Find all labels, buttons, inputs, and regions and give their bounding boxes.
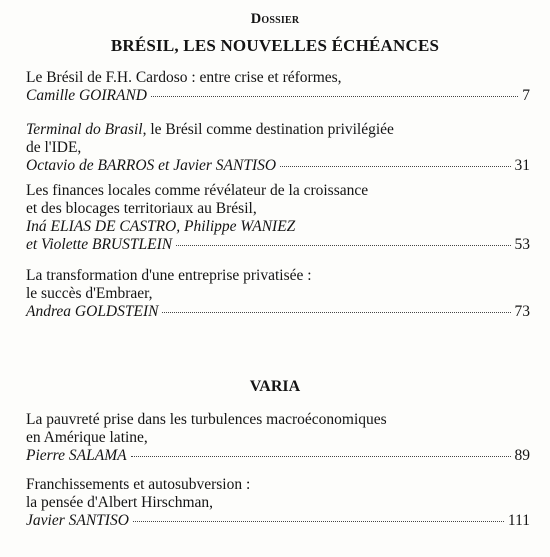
entry-author-row	[26, 447, 530, 465]
entry-title-line: Les finances locales comme révélateur de la croissance	[26, 182, 369, 199]
entry-title-line: de l'IDE,	[26, 139, 82, 156]
toc-entry[interactable]	[26, 267, 530, 321]
toc-entry[interactable]	[26, 182, 530, 254]
entry-author: Camille GOIRAND	[26, 87, 147, 104]
section-title-dossier: BRÉSIL, LES NOUVELLES ÉCHÉANCES	[110, 36, 440, 55]
entry-author: Javier SANTISO	[26, 512, 129, 529]
entry-author: Octavio de BARROS et Javier SANTISO	[26, 157, 277, 174]
dot-leader	[176, 244, 510, 246]
entry-title-line: Le Brésil de F.H. Cardoso : entre crise et réformes,	[26, 69, 342, 86]
entry-author: Pierre SALAMA	[26, 447, 127, 464]
entry-title-line: et des blocages territoriaux au Brésil,	[26, 200, 257, 217]
entry-author-row	[26, 303, 530, 321]
entry-title-italic: Terminal do Brasil	[26, 121, 143, 138]
entry-title-line: le succès d'Embraer,	[26, 285, 153, 302]
entry-page-number: 7	[522, 87, 530, 104]
entry-title-line: la pensée d'Albert Hirschman,	[26, 494, 214, 511]
entry-page-number: 89	[514, 447, 530, 464]
toc-entry[interactable]	[26, 69, 530, 105]
dot-leader	[133, 520, 504, 522]
toc-entry[interactable]	[26, 476, 530, 530]
entry-page-number: 73	[514, 303, 530, 320]
section-label-dossier: Dossier	[250, 11, 300, 27]
entry-author-row	[26, 512, 530, 530]
dot-leader	[280, 165, 510, 167]
entry-title-line	[26, 121, 530, 139]
dot-leader	[151, 95, 518, 97]
toc-entry[interactable]	[26, 121, 530, 175]
entry-author-row	[26, 87, 530, 105]
entry-title-line: en Amérique latine,	[26, 429, 148, 446]
entry-author-row	[26, 236, 530, 254]
entry-page-number: 31	[514, 157, 530, 174]
entry-page-number: 53	[514, 236, 530, 253]
section-label-varia: VARIA	[249, 378, 301, 395]
entry-title-line: La pauvreté prise dans les turbulences macroéconomiques	[26, 411, 387, 428]
entry-author: et Violette BRUSTLEIN	[26, 236, 173, 253]
toc-entry[interactable]	[26, 411, 530, 465]
dot-leader	[131, 455, 511, 457]
entry-author-line: Iná ELIAS DE CASTRO, Philippe WANIEZ	[26, 218, 296, 235]
entry-title-line: Franchissements et autosubversion :	[26, 476, 251, 493]
entry-title-rest: , le Brésil comme destination privilégiée	[142, 121, 394, 138]
dot-leader	[162, 311, 510, 313]
entry-title-line: La transformation d'une entreprise privatisée :	[26, 267, 312, 284]
entry-page-number: 111	[507, 512, 530, 529]
entry-author: Andrea GOLDSTEIN	[26, 303, 159, 320]
entry-author-row	[26, 157, 530, 175]
